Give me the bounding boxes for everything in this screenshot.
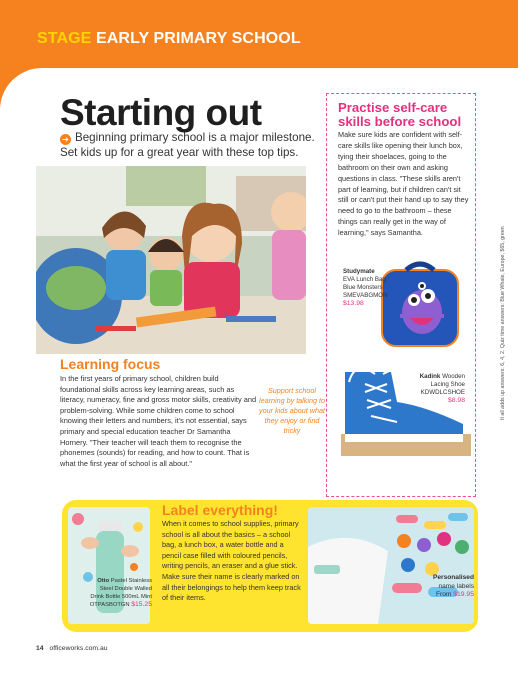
stage-name: EARLY PRIMARY SCHOOL xyxy=(95,30,301,47)
product-name: Drink Bottle 500mL Mint xyxy=(90,594,152,600)
name-labels-illustration xyxy=(308,507,474,624)
product-brand: Otto xyxy=(97,578,110,584)
page-title: Starting out xyxy=(60,92,262,133)
price-prefix: From xyxy=(435,591,452,599)
label-everything-body: When it comes to school supplies, primary school is all about the basics – a school bag, a lunch box, a water bottle and a pencil case filled with coloured pencils, writing pencils, an eraser and a glue stick. Make sure their name is clearly marked on all their belongings to help them keep track of their items. xyxy=(162,519,301,603)
product-name: name labels xyxy=(438,582,474,590)
label-everything-heading: Label everything! xyxy=(162,502,278,518)
stage-label: STAGE xyxy=(37,30,92,47)
product-brand: Studymate xyxy=(343,268,375,275)
product-name: Steel Double Walled xyxy=(99,586,152,592)
product-name: Lacing Shoe xyxy=(430,381,465,388)
product-price: $8.98 xyxy=(447,397,465,404)
product-name: Wooden xyxy=(442,373,465,380)
lacing-shoe-caption xyxy=(395,373,465,405)
self-care-heading: Practise self-care skills before school xyxy=(338,100,462,129)
intro-text: Beginning primary school is a major milestone. Set kids up for a great year with these top tips. xyxy=(60,131,315,159)
product-code: SMEVABGMON xyxy=(343,292,388,299)
support-note: Support school learning by talking to your kids about what they enjoy or find tricky xyxy=(259,386,325,435)
classroom-illustration xyxy=(36,166,306,354)
name-labels-photo xyxy=(308,507,474,624)
product-name: Blue Monsters xyxy=(343,284,383,291)
product-code: KDWDLCSHOE xyxy=(420,389,465,396)
product-price: $19.95 xyxy=(453,591,474,599)
answers-credit: It all adds up answers: 6, 4, 2. Quiz time answers: Blue Whale, Europe, $65, green xyxy=(500,226,506,420)
page-footer xyxy=(36,645,108,652)
product-brand: Kadink xyxy=(419,373,441,380)
page-header xyxy=(0,0,518,58)
product-name: EVA Lunch Bag xyxy=(343,276,386,283)
lunch-bag-caption xyxy=(343,268,405,308)
arrow-right-icon: ➔ xyxy=(60,134,71,145)
product-brand: Personalised xyxy=(432,574,474,581)
page-number: 14 xyxy=(36,645,44,652)
section-title xyxy=(37,30,301,48)
product-price: $15.25 xyxy=(131,601,152,608)
learning-focus-body: In the first years of primary school, children build foundational skills across key learning areas, such as literacy, numeracy, fine and gross motor skills, creativity and problem-solving. While some children come to school knowing their letters and numbers, it's not essential, says primary and special education teacher Dr Samantha Hornery. "Their teacher will teach them to recognise the phonemes (sounds) for reading, and how to count. That is what the first year of school is all about." xyxy=(60,374,257,468)
name-labels-caption xyxy=(418,574,474,600)
product-code: OTPASBOTGN xyxy=(89,602,130,608)
footer-website: officeworks.com.au xyxy=(49,645,108,652)
product-price: $13.98 xyxy=(343,300,364,307)
product-name: Pastel Stainless xyxy=(110,578,152,584)
drink-bottle-caption xyxy=(88,577,152,609)
self-care-body: Make sure kids are confident with self-care skills like opening their lunch box, tying their shoelaces, going to the bathroom on their own and asking questions in class. "These skills aren't part of learning, but if children can't sit still or can't put their hand up to say they need to go to the bathroom – these things can really get in the way of learning," says Samantha. xyxy=(338,130,469,238)
classroom-photo xyxy=(36,166,306,354)
learning-focus-heading: Learning focus xyxy=(60,356,161,372)
